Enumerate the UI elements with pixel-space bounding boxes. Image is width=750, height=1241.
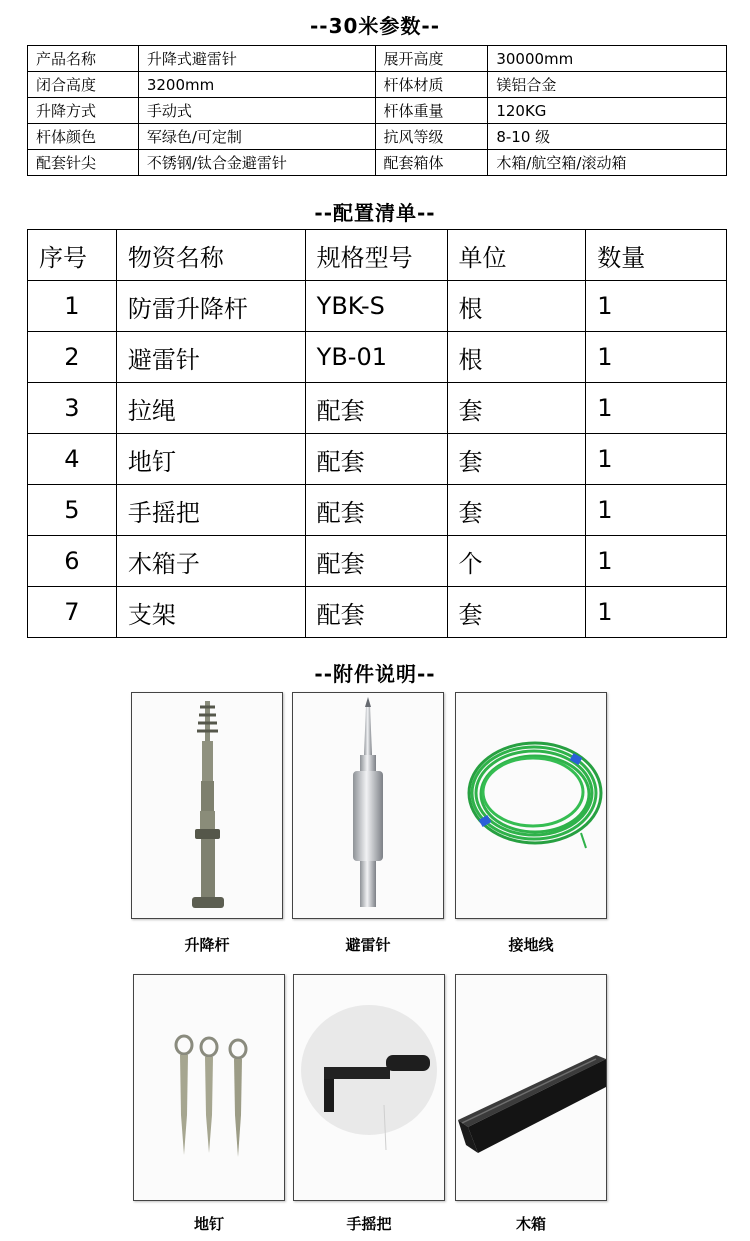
accessory-photo	[292, 692, 444, 919]
item-unit: 套	[447, 383, 586, 434]
item-unit: 个	[447, 536, 586, 587]
item-spec: 配套	[305, 536, 447, 587]
accessory-photo	[293, 974, 445, 1201]
param-label: 抗风等级	[375, 124, 488, 150]
accessory-photo	[131, 692, 283, 919]
item-unit: 根	[447, 281, 586, 332]
table-row	[28, 332, 727, 383]
param-label: 配套箱体	[375, 150, 488, 176]
item-unit: 套	[447, 434, 586, 485]
item-name: 支架	[116, 587, 305, 638]
item-quantity: 1	[586, 383, 727, 434]
accessory-caption: 接地线	[508, 936, 554, 954]
item-quantity: 1	[586, 434, 727, 485]
table-row	[28, 124, 727, 150]
param-value: 升降式避雷针	[138, 46, 375, 72]
item-quantity: 1	[586, 332, 727, 383]
param-label: 展开高度	[375, 46, 488, 72]
params-table	[27, 45, 727, 176]
ground-stakes-icon	[134, 975, 284, 1200]
item-quantity: 1	[586, 587, 727, 638]
table-row	[28, 485, 727, 536]
param-label: 升降方式	[28, 98, 139, 124]
table-row	[28, 72, 727, 98]
table-row	[28, 434, 727, 485]
table-row	[28, 98, 727, 124]
param-value: 木箱/航空箱/滚动箱	[488, 150, 727, 176]
item-quantity: 1	[586, 536, 727, 587]
lightning-rod-icon	[293, 693, 443, 918]
accessory-photo	[455, 974, 607, 1201]
accessory-caption: 木箱	[515, 1215, 546, 1233]
params-title: --30米参数--	[309, 14, 441, 38]
param-label: 产品名称	[28, 46, 139, 72]
item-spec: 配套	[305, 383, 447, 434]
column-header-unit: 单位	[447, 230, 586, 281]
accessory-photo	[455, 692, 607, 919]
param-value: 镁铝合金	[488, 72, 727, 98]
wooden-box-icon	[456, 975, 606, 1200]
param-value: 手动式	[138, 98, 375, 124]
table-row	[28, 46, 727, 72]
accessory-caption: 地钉	[193, 1215, 224, 1233]
row-index: 3	[28, 383, 117, 434]
hand-crank-icon	[294, 975, 444, 1200]
item-name: 防雷升降杆	[116, 281, 305, 332]
row-index: 2	[28, 332, 117, 383]
param-value: 120KG	[488, 98, 727, 124]
item-unit: 套	[447, 587, 586, 638]
ground-wire-icon	[456, 693, 606, 918]
item-unit: 根	[447, 332, 586, 383]
row-index: 7	[28, 587, 117, 638]
row-index: 1	[28, 281, 117, 332]
param-label: 杆体颜色	[28, 124, 139, 150]
item-spec: 配套	[305, 485, 447, 536]
column-header-spec: 规格型号	[305, 230, 447, 281]
config-title: --配置清单--	[314, 201, 436, 225]
column-header-quantity: 数量	[586, 230, 727, 281]
param-label: 配套针尖	[28, 150, 139, 176]
item-name: 避雷针	[116, 332, 305, 383]
param-value: 军绿色/可定制	[138, 124, 375, 150]
param-value: 不锈钢/钛合金避雷针	[138, 150, 375, 176]
telescopic-pole-icon	[132, 693, 282, 918]
table-row	[28, 383, 727, 434]
accessory-photo	[133, 974, 285, 1201]
item-spec: YBK-S	[305, 281, 447, 332]
param-label: 杆体重量	[375, 98, 488, 124]
row-index: 4	[28, 434, 117, 485]
column-header-index: 序号	[28, 230, 117, 281]
param-label: 杆体材质	[375, 72, 488, 98]
accessory-caption: 避雷针	[345, 936, 391, 954]
column-header-name: 物资名称	[116, 230, 305, 281]
item-name: 拉绳	[116, 383, 305, 434]
table-row	[28, 150, 727, 176]
item-quantity: 1	[586, 485, 727, 536]
config-table	[27, 229, 727, 638]
item-spec: 配套	[305, 587, 447, 638]
item-name: 地钉	[116, 434, 305, 485]
item-unit: 套	[447, 485, 586, 536]
accessory-caption: 升降杆	[184, 936, 230, 954]
item-spec: YB-01	[305, 332, 447, 383]
param-value: 30000mm	[488, 46, 727, 72]
accessory-caption: 手摇把	[346, 1215, 392, 1233]
param-value: 8-10 级	[488, 124, 727, 150]
table-row	[28, 281, 727, 332]
item-quantity: 1	[586, 281, 727, 332]
row-index: 6	[28, 536, 117, 587]
table-row	[28, 536, 727, 587]
table-row	[28, 587, 727, 638]
param-value: 3200mm	[138, 72, 375, 98]
item-name: 手摇把	[116, 485, 305, 536]
item-spec: 配套	[305, 434, 447, 485]
table-header-row	[28, 230, 727, 281]
row-index: 5	[28, 485, 117, 536]
item-name: 木箱子	[116, 536, 305, 587]
param-label: 闭合高度	[28, 72, 139, 98]
accessories-title: --附件说明--	[314, 662, 436, 686]
